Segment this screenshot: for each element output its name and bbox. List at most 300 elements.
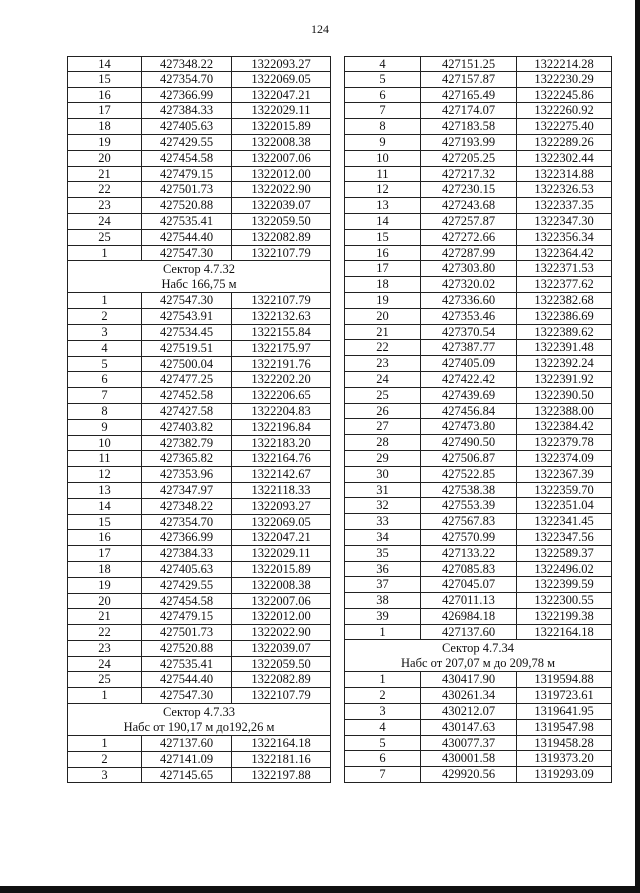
x-coordinate: 427422.42	[421, 372, 517, 387]
y-coordinate: 1322289.26	[534, 134, 594, 149]
point-number: 7	[345, 767, 421, 782]
x-coordinate: 430261.34	[421, 688, 517, 703]
table-row	[67, 309, 331, 325]
point-number: 21	[68, 609, 142, 624]
y-coordinate: 1322230.29	[534, 71, 594, 86]
point-number: 12	[68, 467, 142, 482]
x-coordinate: 427452.58	[142, 388, 232, 403]
point-number: 16	[68, 530, 142, 545]
y-coordinate: 1322082.89	[251, 229, 311, 244]
y-coordinate: 1322367.39	[534, 466, 594, 481]
y-coordinate: 1322012.00	[251, 609, 311, 624]
table-row	[67, 546, 331, 562]
table-row	[67, 103, 331, 119]
table-row	[344, 388, 612, 404]
x-coordinate: 427165.49	[421, 88, 517, 103]
x-coordinate: 427520.88	[142, 198, 232, 213]
table-row	[344, 546, 612, 562]
table-row	[67, 752, 331, 768]
x-coordinate: 427454.58	[142, 594, 232, 609]
table-row	[344, 419, 612, 435]
x-coordinate: 430147.63	[421, 720, 517, 735]
x-coordinate: 427405.63	[142, 119, 232, 134]
table-row	[67, 246, 331, 262]
y-coordinate: 1322347.30	[534, 213, 594, 228]
point-number: 10	[68, 436, 142, 451]
y-coordinate: 1322039.07	[251, 198, 311, 213]
point-number: 22	[68, 625, 142, 640]
y-coordinate: 1322191.76	[251, 356, 311, 371]
table-row	[344, 451, 612, 467]
point-number: 14	[68, 499, 142, 514]
x-coordinate: 427535.41	[142, 657, 232, 672]
table-row	[67, 483, 331, 499]
point-number: 32	[345, 498, 421, 513]
scan-edge-right	[635, 0, 640, 893]
y-coordinate: 1322039.07	[251, 640, 311, 655]
table-row	[67, 420, 331, 436]
y-coordinate: 1322300.55	[534, 593, 594, 608]
point-number: 22	[68, 182, 142, 197]
x-coordinate: 429920.56	[421, 767, 517, 782]
y-coordinate: 1322007.06	[251, 593, 311, 608]
x-coordinate: 427534.45	[142, 325, 232, 340]
point-number: 4	[345, 720, 421, 735]
sector-header	[67, 261, 331, 293]
left-coordinate-table	[67, 56, 331, 783]
point-number: 16	[345, 246, 421, 261]
y-coordinate: 1322359.70	[534, 482, 594, 497]
x-coordinate: 427354.70	[142, 515, 232, 530]
x-coordinate: 427479.15	[142, 167, 232, 182]
table-row	[344, 151, 612, 167]
table-row	[67, 214, 331, 230]
y-coordinate: 1322275.40	[534, 119, 594, 134]
point-number: 19	[345, 293, 421, 308]
point-number: 24	[345, 372, 421, 387]
x-coordinate: 427174.07	[421, 103, 517, 118]
x-coordinate: 427405.09	[421, 356, 517, 371]
y-coordinate: 1322384.42	[534, 419, 594, 434]
x-coordinate: 427553.39	[421, 498, 517, 513]
x-coordinate: 430212.07	[421, 704, 517, 719]
table-row	[344, 435, 612, 451]
scan-edge-bottom	[0, 886, 640, 893]
y-coordinate: 1322015.89	[251, 561, 311, 576]
point-number: 30	[345, 467, 421, 482]
point-number: 14	[68, 57, 142, 71]
point-number: 6	[68, 372, 142, 387]
table-row	[344, 404, 612, 420]
table-row	[344, 167, 612, 183]
y-coordinate: 1322142.67	[251, 467, 311, 482]
x-coordinate: 427479.15	[142, 609, 232, 624]
table-row	[67, 135, 331, 151]
y-coordinate: 1319641.95	[534, 704, 594, 719]
point-number: 3	[68, 768, 142, 783]
x-coordinate: 426984.18	[421, 609, 517, 624]
y-coordinate: 1322260.92	[534, 103, 594, 118]
table-row	[67, 625, 331, 641]
point-number: 39	[345, 609, 421, 624]
y-coordinate: 1319594.88	[534, 672, 594, 687]
x-coordinate: 427151.25	[421, 57, 517, 71]
table-row	[67, 341, 331, 357]
point-number: 23	[345, 356, 421, 371]
table-row	[344, 467, 612, 483]
table-row	[67, 56, 331, 72]
table-row	[67, 357, 331, 373]
y-coordinate: 1322093.27	[251, 57, 311, 71]
table-row	[67, 372, 331, 388]
y-coordinate: 1322015.89	[251, 119, 311, 134]
y-coordinate: 1322214.28	[534, 57, 594, 71]
x-coordinate: 427500.04	[142, 357, 232, 372]
sector-height: Набс 166,75 м	[161, 277, 237, 292]
y-coordinate: 1322379.78	[534, 435, 594, 450]
table-row	[67, 641, 331, 657]
y-coordinate: 1322314.88	[534, 166, 594, 181]
y-coordinate: 1322347.56	[534, 529, 594, 544]
point-number: 2	[68, 752, 142, 767]
table-row	[344, 261, 612, 277]
x-coordinate: 427137.60	[142, 736, 232, 751]
x-coordinate: 427365.82	[142, 451, 232, 466]
y-coordinate: 1322337.35	[534, 198, 594, 213]
point-number: 20	[68, 151, 142, 166]
table-row	[344, 498, 612, 514]
y-coordinate: 1322118.33	[251, 482, 311, 497]
x-coordinate: 427547.30	[142, 688, 232, 703]
sector-height: Набс от 207,07 м до 209,78 м	[401, 656, 555, 671]
point-number: 5	[345, 72, 421, 87]
table-row	[344, 751, 612, 767]
x-coordinate: 427336.60	[421, 293, 517, 308]
x-coordinate: 427567.83	[421, 514, 517, 529]
x-coordinate: 427501.73	[142, 625, 232, 640]
x-coordinate: 427370.54	[421, 325, 517, 340]
table-row	[344, 135, 612, 151]
table-row	[344, 293, 612, 309]
y-coordinate: 1322202.20	[251, 372, 311, 387]
x-coordinate: 427544.40	[142, 672, 232, 687]
table-row	[67, 88, 331, 104]
table-row	[67, 119, 331, 135]
point-number: 21	[68, 167, 142, 182]
point-number: 29	[345, 451, 421, 466]
y-coordinate: 1322341.45	[534, 514, 594, 529]
y-coordinate: 1322059.50	[251, 213, 311, 228]
point-number: 23	[68, 641, 142, 656]
y-coordinate: 1322371.53	[534, 261, 594, 276]
y-coordinate: 1322007.06	[251, 150, 311, 165]
x-coordinate: 427382.79	[142, 436, 232, 451]
table-row	[67, 578, 331, 594]
point-number: 36	[345, 562, 421, 577]
x-coordinate: 427366.99	[142, 88, 232, 103]
y-coordinate: 1322107.79	[251, 688, 311, 703]
x-coordinate: 427353.96	[142, 467, 232, 482]
x-coordinate: 427473.80	[421, 419, 517, 434]
point-number: 7	[345, 103, 421, 118]
y-coordinate: 1322377.62	[534, 277, 594, 292]
point-number: 3	[68, 325, 142, 340]
point-number: 18	[68, 119, 142, 134]
point-number: 7	[68, 388, 142, 403]
point-number: 21	[345, 325, 421, 340]
table-row	[344, 214, 612, 230]
x-coordinate: 427384.33	[142, 546, 232, 561]
y-coordinate: 1322008.38	[251, 134, 311, 149]
x-coordinate: 427535.41	[142, 214, 232, 229]
x-coordinate: 427205.25	[421, 151, 517, 166]
table-row	[67, 230, 331, 246]
x-coordinate: 427133.22	[421, 546, 517, 561]
table-row	[344, 372, 612, 388]
table-row	[344, 198, 612, 214]
table-row	[67, 451, 331, 467]
table-row	[344, 325, 612, 341]
table-row	[344, 309, 612, 325]
point-number: 1	[68, 688, 142, 703]
point-number: 34	[345, 530, 421, 545]
point-number: 35	[345, 546, 421, 561]
table-row	[344, 720, 612, 736]
sector-title: Сектор 4.7.32	[162, 262, 236, 277]
table-row	[67, 515, 331, 531]
table-row	[67, 657, 331, 673]
x-coordinate: 427272.66	[421, 230, 517, 245]
point-number: 1	[345, 625, 421, 640]
y-coordinate: 1322164.18	[534, 624, 594, 639]
table-row	[344, 562, 612, 578]
y-coordinate: 1322175.97	[251, 340, 311, 355]
y-coordinate: 1322197.88	[251, 767, 311, 782]
point-number: 11	[68, 451, 142, 466]
point-number: 26	[345, 404, 421, 419]
y-coordinate: 1322155.84	[251, 324, 311, 339]
point-number: 5	[68, 357, 142, 372]
y-coordinate: 1322496.02	[534, 561, 594, 576]
point-number: 6	[345, 751, 421, 766]
x-coordinate: 427145.65	[142, 768, 232, 783]
table-row	[67, 72, 331, 88]
table-row	[67, 436, 331, 452]
x-coordinate: 427320.02	[421, 277, 517, 292]
table-row	[344, 530, 612, 546]
x-coordinate: 427287.99	[421, 246, 517, 261]
table-row	[67, 672, 331, 688]
x-coordinate: 427544.40	[142, 230, 232, 245]
point-number: 15	[345, 230, 421, 245]
table-row	[67, 198, 331, 214]
x-coordinate: 430417.90	[421, 672, 517, 687]
x-coordinate: 427501.73	[142, 182, 232, 197]
sector-title: Сектор 4.7.33	[162, 705, 236, 720]
x-coordinate: 427141.09	[142, 752, 232, 767]
table-row	[67, 167, 331, 183]
y-coordinate: 1322391.48	[534, 340, 594, 355]
y-coordinate: 1322392.24	[534, 356, 594, 371]
right-coordinate-table	[344, 56, 612, 783]
x-coordinate: 427366.99	[142, 530, 232, 545]
point-number: 9	[68, 420, 142, 435]
x-coordinate: 427353.46	[421, 309, 517, 324]
x-coordinate: 427217.32	[421, 167, 517, 182]
point-number: 38	[345, 593, 421, 608]
point-number: 2	[68, 309, 142, 324]
table-row	[344, 103, 612, 119]
point-number: 3	[345, 704, 421, 719]
table-row	[67, 736, 331, 752]
point-number: 25	[68, 672, 142, 687]
y-coordinate: 1322022.90	[251, 182, 311, 197]
point-number: 31	[345, 483, 421, 498]
table-row	[344, 56, 612, 72]
table-row	[67, 467, 331, 483]
x-coordinate: 427570.99	[421, 530, 517, 545]
table-row	[67, 530, 331, 546]
y-coordinate: 1322029.11	[251, 103, 311, 118]
point-number: 24	[68, 657, 142, 672]
point-number: 17	[68, 103, 142, 118]
y-coordinate: 1322196.84	[251, 419, 311, 434]
y-coordinate: 1319723.61	[534, 688, 594, 703]
y-coordinate: 1322069.05	[251, 71, 311, 86]
point-number: 24	[68, 214, 142, 229]
point-number: 4	[345, 57, 421, 71]
x-coordinate: 427137.60	[421, 625, 517, 640]
point-number: 18	[345, 277, 421, 292]
x-coordinate: 427506.87	[421, 451, 517, 466]
point-number: 8	[68, 404, 142, 419]
table-row	[67, 594, 331, 610]
y-coordinate: 1322107.79	[251, 245, 311, 260]
y-coordinate: 1322181.16	[251, 751, 311, 766]
y-coordinate: 1322107.79	[251, 293, 311, 308]
table-row	[67, 388, 331, 404]
x-coordinate: 427439.69	[421, 388, 517, 403]
table-row	[344, 483, 612, 499]
x-coordinate: 430001.58	[421, 751, 517, 766]
table-row	[344, 688, 612, 704]
point-number: 25	[68, 230, 142, 245]
page-number: 124	[311, 22, 329, 36]
point-number: 19	[68, 578, 142, 593]
table-row	[67, 293, 331, 309]
x-coordinate: 427547.30	[142, 293, 232, 308]
y-coordinate: 1322164.76	[251, 451, 311, 466]
sector-header	[344, 640, 612, 672]
point-number: 25	[345, 388, 421, 403]
y-coordinate: 1322382.68	[534, 292, 594, 307]
y-coordinate: 1322199.38	[534, 608, 594, 623]
table-row	[344, 72, 612, 88]
x-coordinate: 427354.70	[142, 72, 232, 87]
x-coordinate: 427547.30	[142, 246, 232, 261]
table-row	[344, 356, 612, 372]
y-coordinate: 1322390.50	[534, 387, 594, 402]
y-coordinate: 1322082.89	[251, 672, 311, 687]
y-coordinate: 1322391.92	[534, 371, 594, 386]
table-row	[344, 88, 612, 104]
sector-header	[67, 704, 331, 736]
table-row	[344, 593, 612, 609]
table-row	[67, 768, 331, 784]
y-coordinate: 1322047.21	[251, 87, 311, 102]
y-coordinate: 1322302.44	[534, 150, 594, 165]
table-row	[344, 577, 612, 593]
point-number: 18	[68, 562, 142, 577]
y-coordinate: 1319547.98	[534, 719, 594, 734]
table-row	[344, 514, 612, 530]
table-row	[67, 499, 331, 515]
point-number: 16	[68, 88, 142, 103]
y-coordinate: 1322164.18	[251, 736, 311, 751]
point-number: 8	[345, 119, 421, 134]
y-coordinate: 1322093.27	[251, 498, 311, 513]
point-number: 6	[345, 88, 421, 103]
y-coordinate: 1322008.38	[251, 577, 311, 592]
x-coordinate: 427230.15	[421, 182, 517, 197]
y-coordinate: 1322029.11	[251, 546, 311, 561]
x-coordinate: 427303.80	[421, 261, 517, 276]
point-number: 27	[345, 419, 421, 434]
y-coordinate: 1322386.69	[534, 308, 594, 323]
x-coordinate: 427045.07	[421, 577, 517, 592]
y-coordinate: 1322047.21	[251, 530, 311, 545]
x-coordinate: 427520.88	[142, 641, 232, 656]
x-coordinate: 427538.38	[421, 483, 517, 498]
point-number: 1	[68, 293, 142, 308]
x-coordinate: 427403.82	[142, 420, 232, 435]
y-coordinate: 1322388.00	[534, 403, 594, 418]
point-number: 33	[345, 514, 421, 529]
table-row	[344, 340, 612, 356]
y-coordinate: 1322245.86	[534, 87, 594, 102]
y-coordinate: 1319373.20	[534, 751, 594, 766]
y-coordinate: 1322326.53	[534, 182, 594, 197]
x-coordinate: 427456.84	[421, 404, 517, 419]
x-coordinate: 427543.91	[142, 309, 232, 324]
point-number: 9	[345, 135, 421, 150]
sector-height: Набс от 190,17 м до192,26 м	[123, 720, 275, 735]
point-number: 23	[68, 198, 142, 213]
x-coordinate: 430077.37	[421, 736, 517, 751]
y-coordinate: 1322389.62	[534, 324, 594, 339]
y-coordinate: 1319293.09	[534, 767, 594, 782]
x-coordinate: 427429.55	[142, 135, 232, 150]
x-coordinate: 427085.83	[421, 562, 517, 577]
y-coordinate: 1322183.20	[251, 435, 311, 450]
x-coordinate: 427193.99	[421, 135, 517, 150]
point-number: 22	[345, 340, 421, 355]
point-number: 37	[345, 577, 421, 592]
x-coordinate: 427522.85	[421, 467, 517, 482]
point-number: 1	[68, 246, 142, 261]
point-number: 12	[345, 182, 421, 197]
y-coordinate: 1322356.34	[534, 229, 594, 244]
y-coordinate: 1322351.04	[534, 498, 594, 513]
y-coordinate: 1322012.00	[251, 166, 311, 181]
table-row	[67, 688, 331, 704]
y-coordinate: 1322132.63	[251, 309, 311, 324]
point-number: 20	[345, 309, 421, 324]
x-coordinate: 427387.77	[421, 340, 517, 355]
point-number: 20	[68, 594, 142, 609]
y-coordinate: 1322204.83	[251, 403, 311, 418]
table-row	[344, 182, 612, 198]
